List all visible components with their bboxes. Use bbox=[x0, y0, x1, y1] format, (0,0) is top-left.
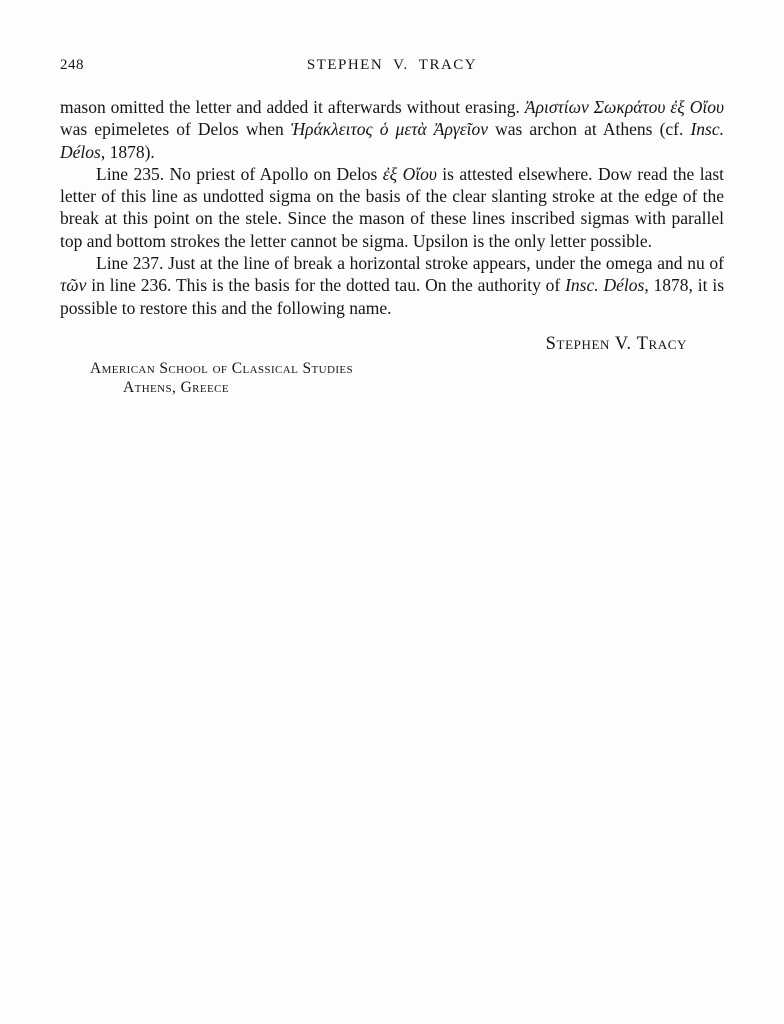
text-segment: , 1878). bbox=[100, 141, 155, 162]
text-segment: in line 236. This is the basis for the dotted tau. On the authority of bbox=[86, 275, 566, 296]
greek-phrase: τῶν bbox=[60, 275, 87, 296]
text-segment: was epimeletes of Delos when bbox=[60, 119, 291, 140]
institution-block bbox=[60, 360, 724, 397]
text-segment: mason omitted the letter and added it afterwards without erasing. bbox=[60, 97, 525, 117]
institution-line: American School of Classical Studies bbox=[90, 359, 354, 377]
citation-title: Insc. Délos bbox=[60, 119, 724, 162]
page-number: 248 bbox=[60, 57, 84, 73]
author-signature: Stephen V. Tracy bbox=[545, 333, 687, 354]
paragraph bbox=[60, 163, 724, 252]
location-line: Athens, Greece bbox=[123, 378, 230, 396]
page-header bbox=[60, 56, 724, 75]
greek-phrase: ἐξ Οἴου bbox=[382, 163, 437, 184]
text-segment: was archon at Athens (cf. bbox=[488, 119, 691, 140]
greek-phrase: Ἡράκλειτος ὁ μετὰ Ἀργεῖον bbox=[290, 119, 489, 140]
text-segment: is attested elsewhere. Dow read the last letter of this line as undotted sigma on the basis of the clear slanting stroke at the edge of the break at this point on the stele. Since the mason of these lines inscribed sigmas with parallel top and bottom strokes the letter cannot be sigma. Upsilon is the only letter possible. bbox=[60, 163, 725, 251]
running-head: STEPHEN V. TRACY bbox=[306, 57, 478, 73]
text-segment: Line 237. Just at the line of break a horizontal stroke appears, under the omega and nu of bbox=[96, 253, 724, 274]
article-body bbox=[60, 96, 724, 319]
text-segment: Line 235. No priest of Apollo on Delos bbox=[96, 163, 383, 184]
paragraph bbox=[60, 96, 724, 163]
citation-title: Insc. Délos bbox=[565, 275, 645, 296]
text-segment: , 1878, it is possible to restore this and the following name. bbox=[60, 275, 725, 318]
greek-phrase: Ἀριστίων Σωκράτου ἐξ Οἴου bbox=[524, 97, 724, 117]
paragraph bbox=[60, 252, 724, 319]
